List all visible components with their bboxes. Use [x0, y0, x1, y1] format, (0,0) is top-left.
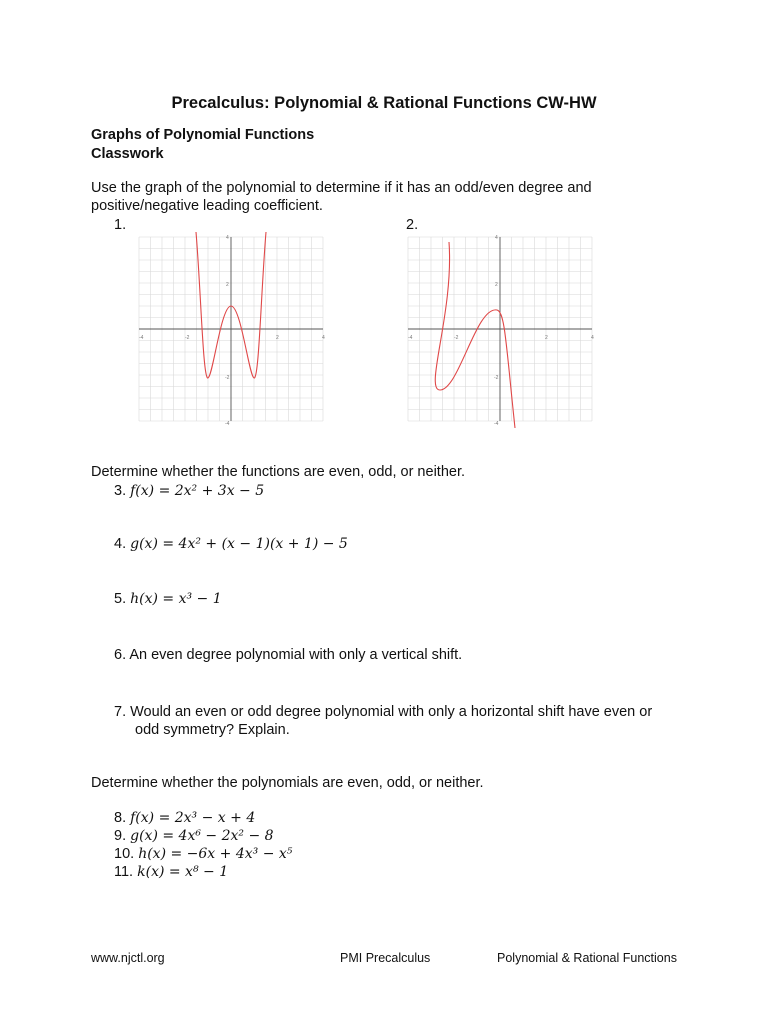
graph-1-tick-y-neg2: -2 — [225, 375, 230, 381]
graph-2 — [404, 232, 596, 428]
function-3-expression: f(x) = 2x² + 3x − 5 — [130, 483, 265, 499]
graph-2-axes — [408, 237, 592, 421]
polynomial-9-expression: g(x) = 4x⁶ − 2x² − 8 — [130, 828, 274, 844]
graph-2-tick-x-2: 2 — [545, 335, 548, 341]
functions-prompt: Determine whether the functions are even, odd, or neither. — [91, 464, 465, 480]
graph-2-tick-y-neg4: -4 — [494, 421, 499, 427]
polynomials-prompt: Determine whether the polynomials are even, odd, or neither. — [91, 775, 484, 791]
graph-2-tick-x-neg4: -4 — [408, 335, 413, 341]
polynomial-11-expression: k(x) = x⁸ − 1 — [137, 864, 229, 880]
footer-unit: Polynomial & Rational Functions — [497, 951, 677, 965]
polynomial-8 — [114, 810, 255, 826]
graph-1-tick-y-2: 2 — [226, 282, 229, 288]
polynomial-8-number: 8. — [114, 810, 127, 826]
footer-website: www.njctl.org — [91, 951, 165, 965]
function-4 — [114, 536, 348, 552]
function-4-number: 4. — [114, 536, 127, 552]
graph-1-tick-x-neg4: -4 — [139, 335, 144, 341]
page-title: Precalculus: Polynomial & Rational Functions CW-HW — [171, 94, 597, 112]
function-4-expression: g(x) = 4x² + (x − 1)(x + 1) − 5 — [130, 536, 348, 552]
function-3-number: 3. — [114, 483, 127, 499]
footer-course: PMI Precalculus — [340, 951, 431, 965]
polynomial-9 — [114, 828, 274, 844]
graph-1-tick-x-4: 4 — [322, 335, 325, 341]
section-title: Graphs of Polynomial Functions — [91, 127, 315, 143]
graph-1-axes — [139, 237, 323, 421]
graph-2-label: 2. — [406, 217, 419, 233]
function-5 — [114, 591, 222, 607]
graph-1 — [135, 232, 327, 428]
polynomial-11-number: 11. — [114, 864, 134, 880]
question-6: 6. An even degree polynomial with only a vertical shift. — [114, 647, 463, 663]
polynomial-10-number: 10. — [114, 846, 135, 862]
graph-2-tick-x-4: 4 — [591, 335, 594, 341]
graph-1-tick-y-neg4: -4 — [225, 421, 230, 427]
subsection-title: Classwork — [91, 146, 164, 162]
polynomial-10-expression: h(x) = −6x + 4x³ − x⁵ — [138, 846, 293, 862]
graph-2-tick-y-4: 4 — [495, 235, 498, 241]
graph-1-tick-x-neg2: -2 — [185, 335, 190, 341]
graph-2-tick-y-2: 2 — [495, 282, 498, 288]
function-5-number: 5. — [114, 591, 127, 607]
graph-1-label: 1. — [114, 217, 127, 233]
polynomial-11 — [114, 864, 228, 880]
question-7-line-1: 7. Would an even or odd degree polynomial with only a horizontal shift have even or — [114, 704, 653, 720]
instructions-line-1: Use the graph of the polynomial to determine if it has an odd/even degree and — [91, 180, 592, 196]
graph-2-tick-x-neg2: -2 — [454, 335, 459, 341]
polynomial-10 — [114, 846, 292, 862]
function-3 — [114, 483, 264, 499]
function-5-expression: h(x) = x³ − 1 — [130, 591, 222, 607]
graph-1-tick-y-4: 4 — [226, 235, 229, 241]
graph-2-curve — [435, 242, 515, 428]
polynomial-9-number: 9. — [114, 828, 127, 844]
instructions-line-2: positive/negative leading coefficient. — [91, 198, 323, 214]
graph-1-tick-x-2: 2 — [276, 335, 279, 341]
graph-2-tick-y-neg2: -2 — [494, 375, 499, 381]
question-7-line-2: odd symmetry? Explain. — [135, 722, 290, 738]
polynomial-8-expression: f(x) = 2x³ − x + 4 — [130, 810, 256, 826]
